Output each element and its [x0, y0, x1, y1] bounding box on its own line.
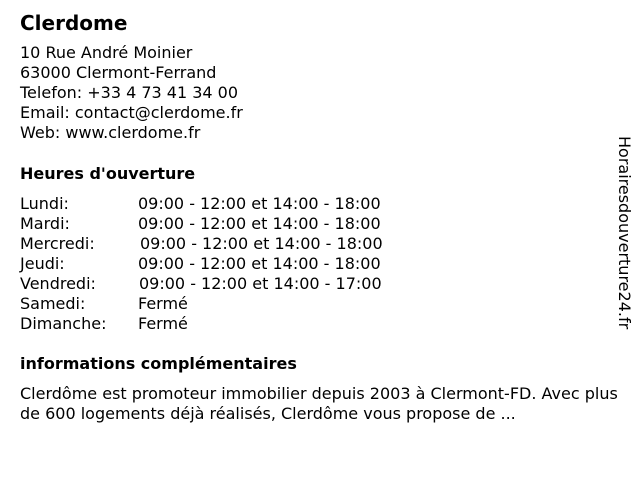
web-line: Web: www.clerdome.fr [20, 123, 201, 142]
day-hours: Fermé [138, 294, 188, 313]
business-name: Clerdome [20, 11, 128, 35]
day-hours: 09:00 - 12:00 et 14:00 - 18:00 [138, 214, 381, 233]
phone-line: Telefon: +33 4 73 41 34 00 [20, 83, 239, 102]
day-hours: 09:00 - 12:00 et 14:00 - 17:00 [139, 274, 382, 293]
day-label: Jeudi: [20, 254, 65, 273]
day-hours: 09:00 - 12:00 et 14:00 - 18:00 [140, 234, 383, 253]
hours-heading: Heures d'ouverture [20, 164, 196, 183]
info-heading: informations complémentaires [20, 354, 297, 373]
day-label: Mardi: [20, 214, 70, 233]
day-hours: 09:00 - 12:00 et 14:00 - 18:00 [138, 254, 381, 273]
address-city: 63000 Clermont-Ferrand [20, 63, 217, 82]
contact-block [20, 43, 243, 143]
day-label: Vendredi: [20, 274, 96, 293]
day-hours: 09:00 - 12:00 et 14:00 - 18:00 [138, 194, 381, 213]
address-street: 10 Rue André Moinier [20, 43, 193, 62]
day-label: Lundi: [20, 194, 69, 213]
day-label: Mercredi: [20, 234, 95, 253]
business-description: Clerdôme est promoteur immobilier depuis 2003 à Clermont-FD. Avec plus de 600 logements déjà réalisés, Clerdôme vous propose de ... [20, 384, 618, 423]
day-label: Samedi: [20, 294, 86, 313]
site-watermark: Horairesdouverture24.fr [615, 136, 634, 330]
email-line: Email: contact@clerdome.fr [20, 103, 243, 122]
day-hours: Fermé [138, 314, 188, 333]
day-label: Dimanche: [20, 314, 107, 333]
